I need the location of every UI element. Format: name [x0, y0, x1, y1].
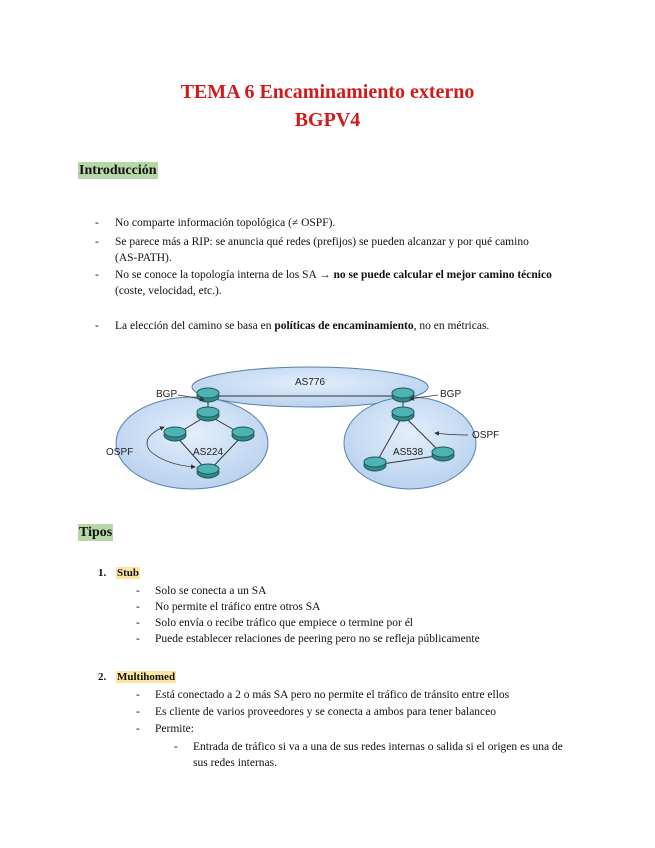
bullet-dash: - — [136, 617, 140, 629]
subheading-stub-label: Stub — [117, 567, 140, 579]
intro-bullet-4-bold: políticas de encaminamiento — [274, 320, 414, 332]
bullet-dash: - — [95, 269, 99, 281]
multihomed-sub-item-cont: sus redes internas. — [193, 757, 277, 769]
bgp-left-label: BGP — [156, 389, 178, 400]
router-icon — [164, 427, 186, 441]
intro-bullet-3 — [115, 268, 552, 283]
subheading-number: 1. — [98, 567, 107, 579]
section-heading-introduccion: Introducción — [79, 163, 157, 178]
bullet-dash: - — [95, 217, 99, 229]
subheading-multihomed — [98, 670, 176, 684]
router-icon — [392, 388, 414, 402]
intro-bullet-2: Se parece más a RIP: se anuncia qué redes (prefijos) se pueden alcanzar y por qué camino — [115, 236, 529, 248]
bullet-dash: - — [136, 601, 140, 613]
ospf-left-label: OSPF — [106, 447, 134, 458]
stub-item-3: Solo envía o recibe tráfico que empiece o termine por él — [155, 617, 414, 629]
intro-bullet-3-text: No se conoce la topología interna de los SA → — [115, 269, 334, 281]
subheading-number: 2. — [98, 671, 107, 683]
subheading-multihomed-label: Multihomed — [117, 671, 176, 683]
multihomed-item-2: Es cliente de varios proveedores y se conecta a ambos para tener balanceo — [155, 706, 497, 718]
bullet-dash: - — [136, 585, 140, 597]
router-icon — [197, 407, 219, 421]
bullet-dash: - — [174, 741, 178, 753]
router-icon — [197, 464, 219, 478]
multihomed-sub-item: Entrada de tráfico si va a una de sus redes internas o salida si el origen es una de — [193, 741, 563, 753]
page-subtitle: BGPV4 — [294, 109, 361, 131]
bullet-dash: - — [95, 320, 99, 332]
bgp-right-label: BGP — [440, 389, 462, 400]
router-icon — [432, 447, 454, 461]
intro-bullet-2-cont: (AS-PATH). — [115, 252, 172, 264]
intro-bullet-4-text: La elección del camino se basa en — [115, 320, 275, 332]
intro-bullet-3-cont: (coste, velocidad, etc.). — [115, 285, 222, 297]
subheading-stub — [98, 566, 140, 580]
ospf-right-label: OSPF — [472, 430, 500, 441]
router-icon — [197, 388, 219, 402]
intro-bullet-4-after: , no en métricas. — [413, 320, 490, 332]
intro-bullet-4 — [115, 319, 489, 334]
bullet-dash: - — [136, 689, 140, 701]
intro-bullet-1: No comparte información topológica (≠ OSPF). — [115, 217, 336, 229]
router-icon — [232, 427, 254, 441]
multihomed-item-1: Está conectado a 2 o más SA pero no permite el tráfico de tránsito entre ellos — [155, 689, 510, 701]
bgp-network-diagram — [100, 355, 520, 495]
intro-bullet-3-bold: no se puede calcular el mejor camino técnico — [333, 269, 552, 281]
as224-label: AS224 — [192, 447, 224, 458]
multihomed-item-3: Permite: — [155, 723, 194, 735]
stub-item-1: Solo se conecta a un SA — [155, 585, 267, 597]
page-title: TEMA 6 Encaminamiento externo — [180, 81, 475, 103]
section-heading-tipos: Tipos — [79, 525, 113, 540]
bullet-dash: - — [136, 723, 140, 735]
stub-item-4: Puede establecer relaciones de peering pero no se refleja públicamente — [155, 633, 480, 645]
bullet-dash: - — [136, 633, 140, 645]
bullet-dash: - — [136, 706, 140, 718]
router-icon — [364, 457, 386, 471]
bullet-dash: - — [95, 236, 99, 248]
as776-label: AS776 — [294, 377, 326, 388]
router-icon — [392, 407, 414, 421]
stub-item-2: No permite el tráfico entre otros SA — [155, 601, 321, 613]
as224-cloud — [116, 397, 268, 489]
as538-label: AS538 — [392, 447, 424, 458]
